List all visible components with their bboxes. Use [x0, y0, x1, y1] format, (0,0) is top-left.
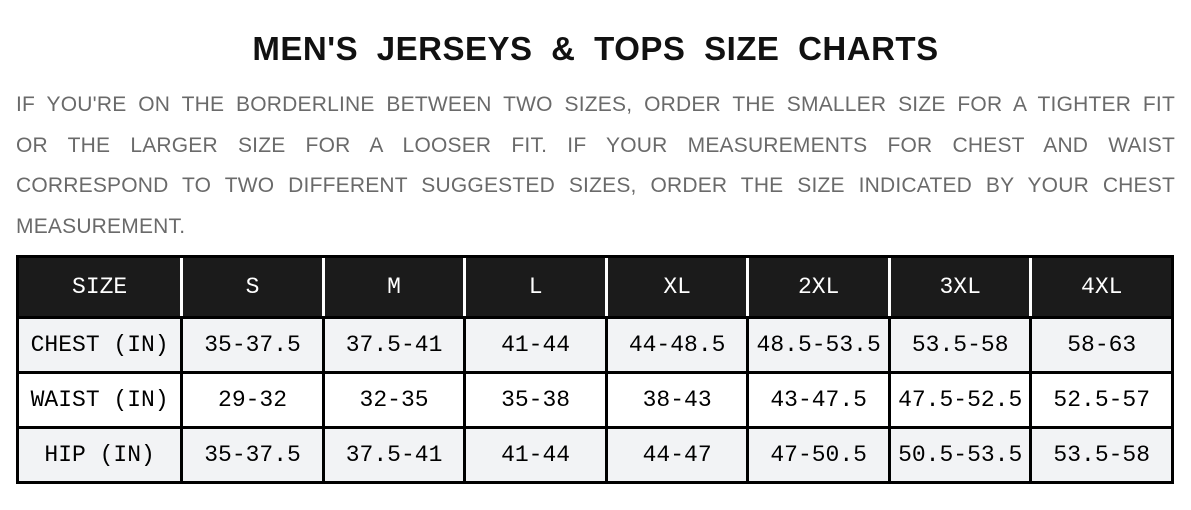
size-chart-table	[16, 255, 1174, 484]
measurement-cell: 41-44	[463, 316, 605, 371]
measurement-cell: 35-37.5	[180, 316, 322, 371]
row-label: CHEST (IN)	[19, 316, 180, 371]
table-row	[19, 426, 1171, 481]
measurement-cell: 53.5-58	[1029, 426, 1171, 481]
size-column-header-xl: XL	[605, 258, 747, 316]
measurement-cell: 32-35	[322, 371, 464, 426]
size-chart-page	[0, 30, 1191, 510]
size-column-header-m: M	[322, 258, 464, 316]
measurement-cell: 38-43	[605, 371, 747, 426]
measurement-cell: 37.5-41	[322, 426, 464, 481]
measurement-cell: 44-48.5	[605, 316, 747, 371]
size-column-header-l: L	[463, 258, 605, 316]
size-column-header-3xl: 3XL	[888, 258, 1030, 316]
page-title: MEN'S JERSEYS & TOPS SIZE CHARTS	[252, 30, 939, 67]
size-chart-body	[19, 316, 1171, 481]
table-row	[19, 316, 1171, 371]
measurement-cell: 37.5-41	[322, 316, 464, 371]
measurement-cell: 58-63	[1029, 316, 1171, 371]
table-row	[19, 371, 1171, 426]
measurement-cell: 43-47.5	[746, 371, 888, 426]
sizing-instructions-paragraph: IF YOU'RE ON THE BORDERLINE BETWEEN TWO SIZES, ORDER THE SMALLER SIZE FOR A TIGHTER FIT OR THE LARGER SIZE FOR A LOOSER FIT. IF YOUR MEASUREMENTS FOR CHEST AND WAIST CORRESPOND TO TWO DIFFERENT SUGGESTED SIZES, ORDER THE SIZE INDICATED BY YOUR CHEST MEASUREMENT.	[16, 93, 1175, 238]
measurement-cell: 47-50.5	[746, 426, 888, 481]
measurement-cell: 52.5-57	[1029, 371, 1171, 426]
row-label: WAIST (IN)	[19, 371, 180, 426]
measurement-cell: 48.5-53.5	[746, 316, 888, 371]
size-column-header-4xl: 4XL	[1029, 258, 1171, 316]
measurement-cell: 41-44	[463, 426, 605, 481]
measurement-cell: 47.5-52.5	[888, 371, 1030, 426]
size-column-header-2xl: 2XL	[746, 258, 888, 316]
measurement-cell: 44-47	[605, 426, 747, 481]
header-row	[19, 258, 1171, 316]
measurement-cell: 53.5-58	[888, 316, 1030, 371]
measurement-cell: 29-32	[180, 371, 322, 426]
measurement-cell: 50.5-53.5	[888, 426, 1030, 481]
row-label: HIP (IN)	[19, 426, 180, 481]
measurement-cell: 35-37.5	[180, 426, 322, 481]
size-column-header-s: S	[180, 258, 322, 316]
size-column-header: SIZE	[19, 258, 180, 316]
size-chart-header	[19, 258, 1171, 316]
measurement-cell: 35-38	[463, 371, 605, 426]
